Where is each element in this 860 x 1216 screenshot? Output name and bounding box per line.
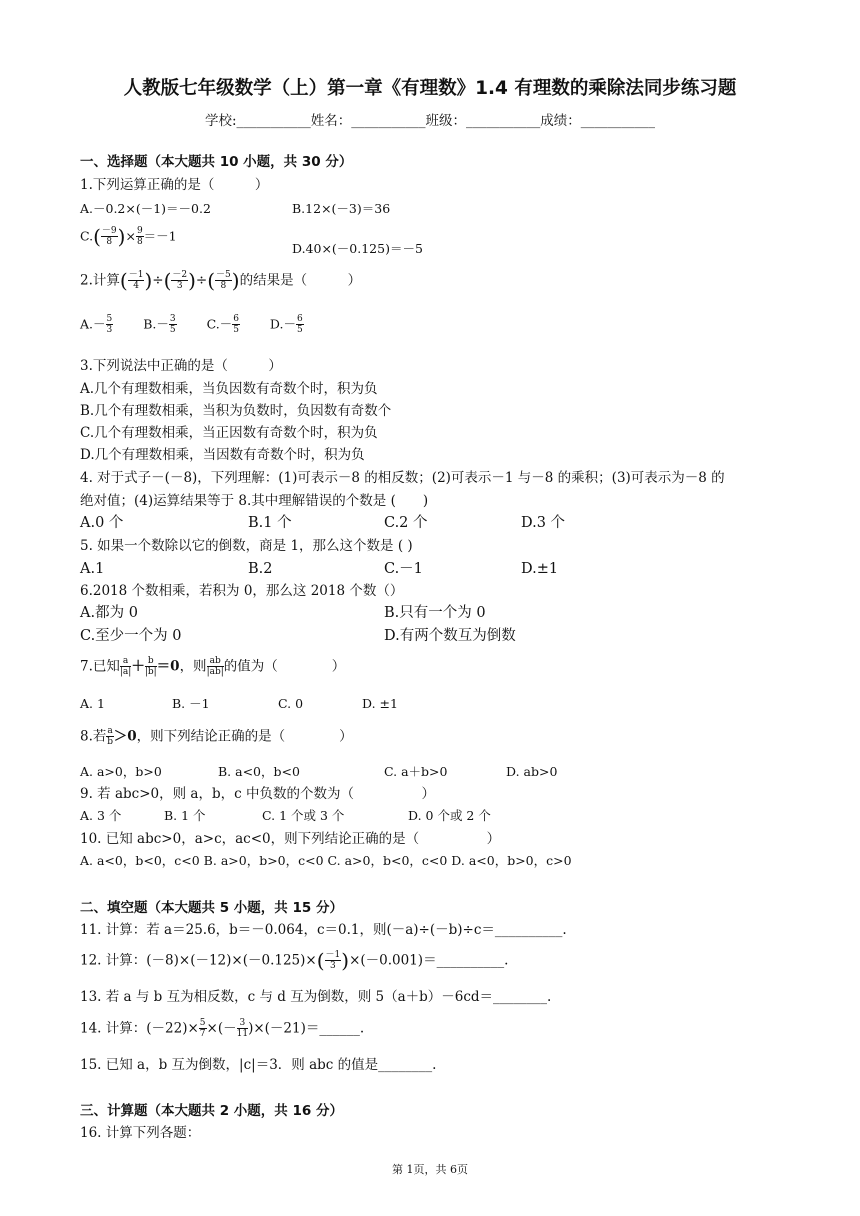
fraction-numerator: －1 [325,950,341,960]
q4-option-d: D.3 个 [521,515,566,531]
fraction-numerator: 9 [136,226,143,236]
q2-b-prefix: B.－ [143,316,169,332]
q7-fraction-1 [120,656,131,677]
q7-fraction-2 [145,656,157,677]
fraction-denominator: 3 [330,961,336,971]
q2-fraction-2 [171,270,188,291]
q5-option-c: C.－1 [384,561,423,577]
fraction-denominator: 3 [106,325,113,335]
q8-stem [80,726,353,760]
q2-b-fraction [169,314,177,335]
q8-option-a: A. a>0，b>0 [80,764,162,779]
fraction-numerator: 3 [169,314,176,324]
paren-close: ) [144,268,153,293]
document-title: 人教版七年级数学（上）第一章《有理数》1.4 有理数的乘除法同步练习题 [123,78,737,99]
q7-option-c: C. 0 [278,696,304,711]
q6-option-d: D.有两个数互为倒数 [384,628,516,644]
fraction-numerator: 6 [233,314,239,324]
q2-a-fraction [106,314,114,335]
q12-suffix: ×(－0.001)＝__________. [349,952,509,969]
q6-option-b: B.只有一个为 0 [384,605,486,621]
q1-option-a: A.－0.2×(－1)＝－0.2 [80,201,211,216]
q8-option-c: C. a＋b>0 [384,764,448,779]
q8-fraction [106,726,113,747]
q4-stem-line2: 绝对值；(4)运算结果等于 8.其中理解错误的个数是 ( ) [80,493,429,509]
q15: 15. 已知 a，b 互为倒数，|c|＝3．则 abc 的值是________. [80,1057,437,1073]
section-heading-fill-in: 二、填空题（本大题共 5 小题，共 15 分） [80,900,343,916]
q8-option-d: D. ab>0 [506,764,558,779]
q7-option-d: D. ±1 [362,696,398,711]
q7-prefix: 7.已知 [80,658,120,675]
paren-open: ( [163,268,172,293]
q14-suffix: )×(－21)＝______. [248,1020,365,1037]
q1-c-fraction-2 [136,226,144,247]
q3-option-a: A.几个有理数相乘，当负因数有奇数个时，积为负 [80,381,378,397]
q1-option-b: B.12×(－3)＝36 [292,201,391,216]
paren-close: ) [231,268,240,293]
q5-option-d: D.±1 [521,561,559,577]
q9-option-b: B. 1 个 [164,808,206,823]
paren-open: ( [119,268,128,293]
fraction-denominator: 8 [220,281,227,291]
q1-stem: 1.下列运算正确的是（ ） [80,177,269,193]
q8-option-b: B. a<0，b<0 [218,764,300,779]
q4-option-c: C.2 个 [384,515,428,531]
q2-c-prefix: C.－ [206,316,233,332]
q3-option-c: C.几个有理数相乘，当正因数有奇数个时，积为负 [80,425,378,441]
page-footer: 第 1页，共 6页 [392,1163,468,1176]
q6-stem: 6.2018 个数相乘，若积为 0，那么这 2018 个数（） [80,583,404,599]
q9-stem: 9. 若 abc>0，则 a，b，c 中负数的个数为（ ） [80,786,435,802]
fraction-denominator: |ab| [206,667,224,677]
fraction-denominator: 5 [169,325,176,335]
fraction-numerator: －9 [101,226,117,236]
fraction-denominator: 8 [136,237,143,247]
q1-option-d: D.40×(－0.125)＝－5 [292,241,423,256]
q4-option-b: B.1 个 [248,515,292,531]
q14-fraction-2 [237,1018,248,1039]
fraction-numerator: 3 [237,1018,248,1029]
q2-c-fraction [232,314,240,335]
q2-fraction-1 [128,270,145,291]
paren-open: ( [207,268,216,293]
q9-option-c: C. 1 个或 3 个 [262,808,345,823]
fraction-numerator: b [145,656,157,667]
fraction-numerator: 5 [106,314,113,324]
fraction-denominator: 7 [199,1029,206,1039]
fraction-numerator: 6 [296,314,303,324]
fraction-numerator: ab [207,656,224,667]
paren-open: ( [316,948,325,973]
q4-stem-line1: 4. 对于式子－(－8)，下列理解：(1)可表示－8 的相反数；(2)可表示－1 与－8 的乘积；(3)可表示为－8 的 [80,470,725,486]
q7-suffix: 的值为（ ） [223,658,346,675]
q1-c-result: ＝－1 [143,228,177,244]
paren-open: ( [93,224,101,249]
q16: 16. 计算下列各题： [80,1125,201,1141]
fraction-numerator: a [107,726,113,736]
paren-close: ) [341,948,350,973]
q7-then: ，则 [179,658,207,675]
q14-middle: ×(－ [206,1020,237,1037]
q7-option-a: A. 1 [80,696,105,711]
q2-options [80,314,304,344]
q2-fraction-3 [215,270,232,291]
q12-prefix: 12. 计算：(－8)×(－12)×(－0.125)× [80,952,317,969]
q5-stem: 5. 如果一个数除以它的倒数，商是 1，那么这个数是 ( ) [80,538,413,554]
q2-d-prefix: D.－ [269,316,296,332]
fraction-numerator: －5 [216,270,231,280]
q8-suffix: ，则下列结论正确的是（ ） [136,728,353,745]
section-heading-choice: 一、选择题（本大题共 10 小题，共 30 分） [80,154,353,170]
q1-c-prefix: C. [80,228,94,244]
fraction-denominator: 5 [233,325,239,335]
q7-fraction-3 [207,656,224,677]
q11: 11. 计算：若 a＝25.6，b＝－0.064，c＝0.1，则(－a)÷(－b)÷c＝__________. [80,922,567,938]
q2-prefix: 2.计算 [80,272,120,289]
q9-option-d: D. 0 个或 2 个 [408,808,491,823]
q14-fraction-1 [199,1018,207,1039]
fraction-denominator: 3 [176,281,183,291]
fraction-denominator: 5 [296,325,303,335]
q2-a-prefix: A.－ [80,316,106,332]
q7-stem [80,656,345,690]
q8-prefix: 8.若 [80,728,107,745]
q10-options: A. a<0，b<0，c<0 B. a>0，b>0，c<0 C. a>0，b<0，c<0 D. a<0，b>0，c>0 [80,853,572,868]
paren-close: ) [188,268,196,293]
q2-d-fraction [296,314,304,335]
fraction-numerator: －1 [128,270,144,280]
paren-close: ) [117,224,126,249]
q6-option-c: C.至少一个为 0 [80,628,182,644]
q13: 13. 若 a 与 b 互为相反数，c 与 d 互为倒数，则 5（a＋b）－6cd＝________. [80,989,552,1005]
q12 [80,950,508,978]
fraction-numerator: －2 [172,270,188,280]
q7-option-b: B. －1 [172,696,210,711]
fraction-denominator: 11 [236,1029,249,1039]
q12-fraction [325,950,342,971]
q2-suffix: 的结果是（ ） [239,272,362,289]
q1-c-times: × [125,228,136,244]
student-info-line: 学校:___________姓名：___________班级：___________成绩：___________ [204,113,656,129]
q3-option-b: B.几个有理数相乘，当积为负数时，负因数有奇数个 [80,403,392,419]
q5-option-b: B.2 [248,561,273,577]
fraction-numerator: 5 [199,1018,206,1028]
fraction-denominator: |a| [119,667,132,677]
q1-c-fraction-1 [101,226,118,247]
q3-stem: 3.下列说法中正确的是（ ） [80,358,282,374]
q14-prefix: 14. 计算：(－22)× [80,1020,199,1037]
q7-plus: ＋ [131,658,145,675]
q7-equals-zero: ＝0 [156,658,180,675]
q5-option-a: A.1 [80,561,105,577]
q4-option-a: A.0 个 [80,515,124,531]
q2-divide-2: ÷ [195,272,208,289]
q9-option-a: A. 3 个 [80,808,122,823]
fraction-denominator: 4 [133,281,139,291]
q2-stem [80,270,361,304]
fraction-denominator: |b| [144,667,157,677]
q1-option-c [80,226,177,260]
q10-stem: 10. 已知 abc>0，a>c，ac<0，则下列结论正确的是（ ） [80,831,501,847]
fraction-denominator: b [107,737,113,747]
q14 [80,1018,364,1046]
q6-option-a: A.都为 0 [80,605,138,621]
fraction-denominator: 8 [106,237,113,247]
q8-greater-zero: ＞0 [113,728,137,745]
fraction-numerator: a [120,656,131,667]
section-heading-calculation: 三、计算题（本大题共 2 小题，共 16 分） [80,1103,343,1119]
q3-option-d: D.几个有理数相乘，当因数有奇数个时，积为负 [80,447,365,463]
q2-divide-1: ÷ [152,272,164,289]
